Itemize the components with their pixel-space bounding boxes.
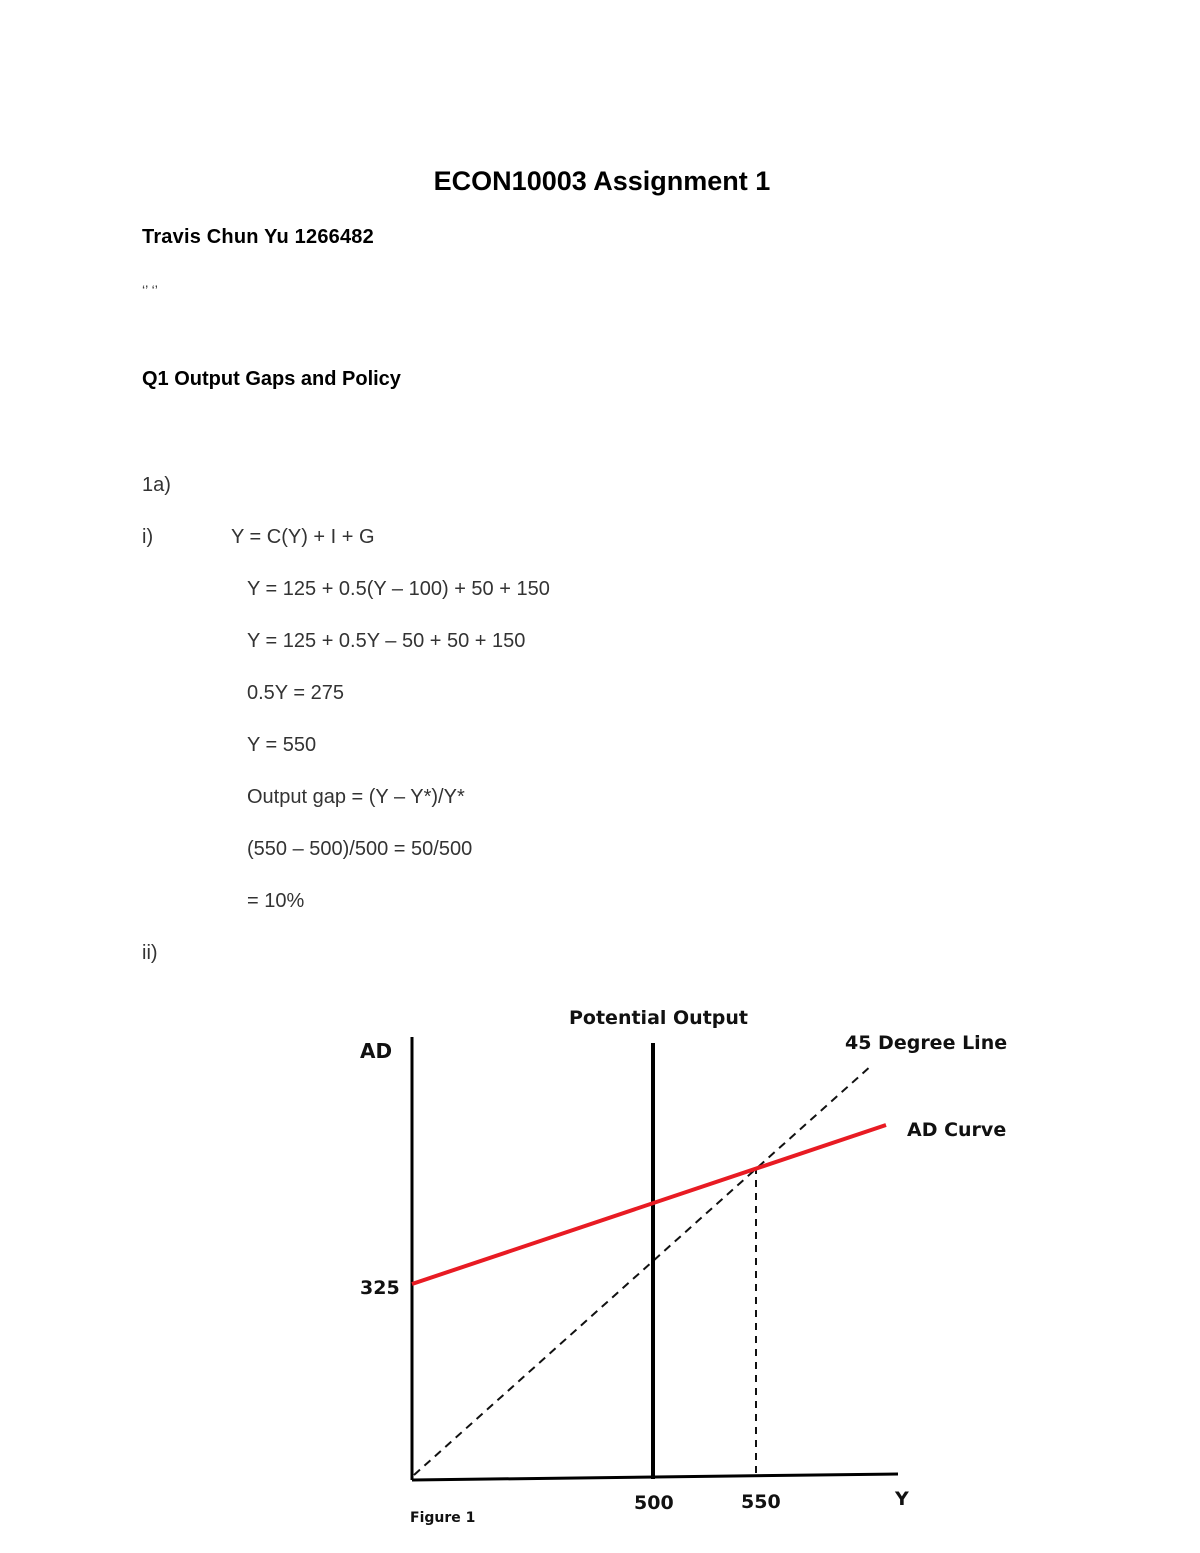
y-tick-label: 325: [360, 1277, 400, 1299]
equation-line: Output gap = (Y – Y*)/Y*: [247, 786, 465, 808]
sub-label-i: i): [142, 526, 154, 548]
equation-line: 0.5Y = 275: [247, 682, 344, 704]
equation-line: (550 – 500)/500 = 50/500: [247, 838, 473, 860]
forty-five-line-label: 45 Degree Line: [845, 1032, 1008, 1054]
equation-line: Y = 125 + 0.5Y – 50 + 50 + 150: [247, 630, 526, 652]
x-axis-label: Y: [895, 1488, 909, 1510]
figure-caption: Figure 1: [410, 1510, 476, 1526]
ad-curve-label: AD Curve: [907, 1119, 1007, 1141]
y-axis-label: AD: [360, 1039, 393, 1063]
ad-curve: [412, 1125, 886, 1284]
equation-line: Y = 550: [247, 734, 317, 756]
x-tick-label: 550: [741, 1491, 781, 1513]
author-line: Travis Chun Yu 1266482: [142, 226, 374, 248]
quote-marks: ‘’ ‘’: [142, 282, 158, 298]
forty-five-degree-line: [414, 1065, 872, 1475]
section-heading: Q1 Output Gaps and Policy: [142, 368, 401, 390]
equation-line: = 10%: [247, 890, 305, 912]
equation-line: Y = C(Y) + I + G: [231, 526, 375, 548]
equation-line: Y = 125 + 0.5(Y – 100) + 50 + 150: [247, 578, 550, 600]
part-label: 1a): [142, 474, 171, 496]
potential-output-label: Potential Output: [569, 1007, 748, 1029]
x-tick-label: 500: [634, 1492, 674, 1514]
sub-label-ii: ii): [142, 942, 158, 964]
figure-1-chart: [340, 995, 1040, 1535]
document-title: ECON10003 Assignment 1: [433, 166, 771, 196]
